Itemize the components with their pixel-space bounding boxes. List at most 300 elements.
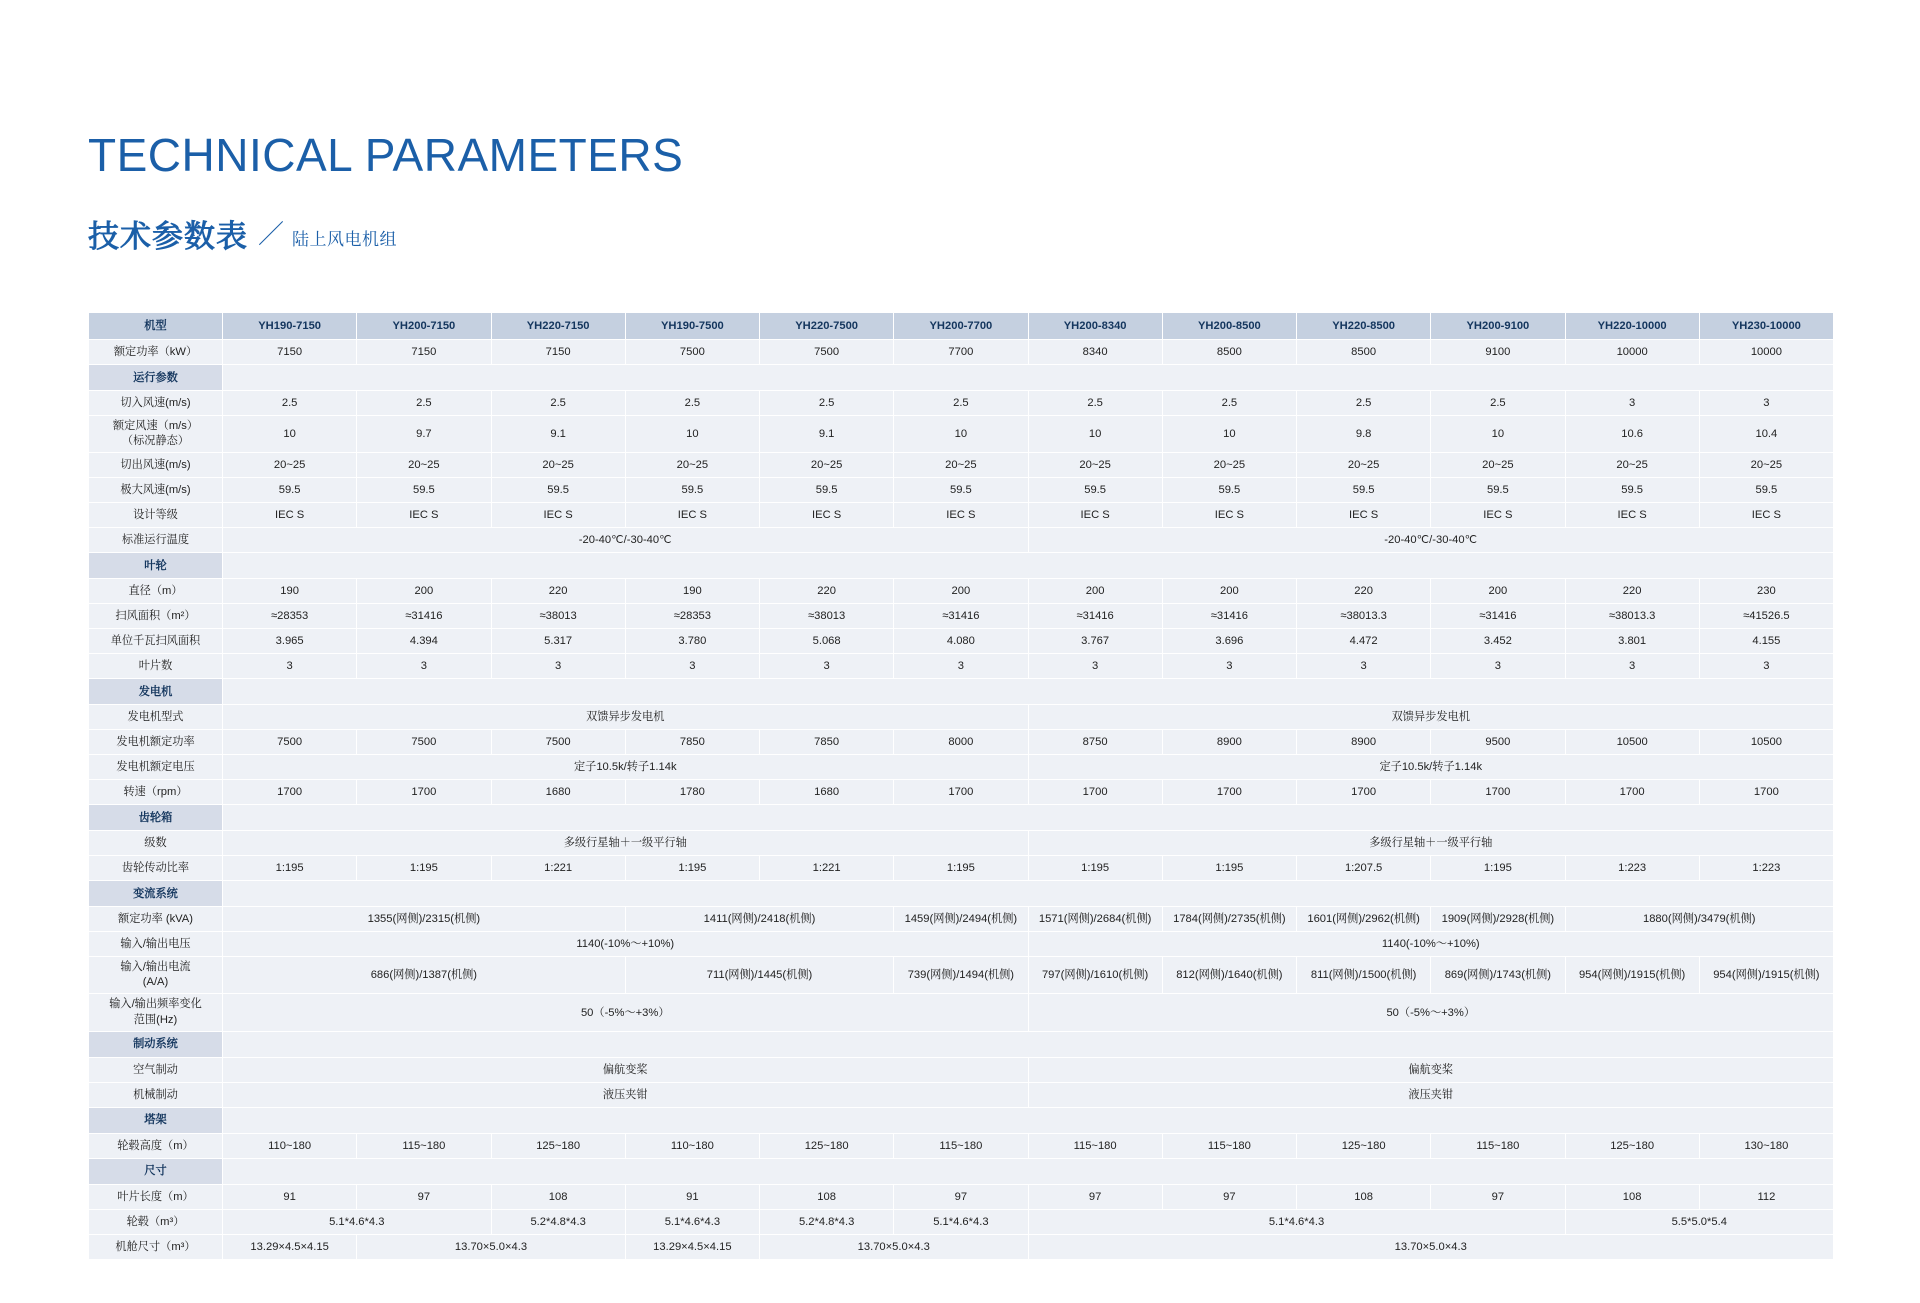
value-cell: 125~180 — [491, 1133, 625, 1158]
value-cell: 20~25 — [1028, 453, 1162, 478]
value-cell: 59.5 — [357, 478, 491, 503]
value-cell: 10500 — [1565, 730, 1699, 755]
value-cell: 1780 — [625, 780, 759, 805]
value-cell: 811(网侧)/1500(机侧) — [1297, 957, 1431, 994]
section-fill-cell — [223, 1107, 1834, 1133]
value-cell: 定子10.5k/转子1.14k — [223, 755, 1029, 780]
value-cell: 4.394 — [357, 629, 491, 654]
value-cell: 2.5 — [760, 391, 894, 416]
value-cell: 91 — [625, 1184, 759, 1209]
value-cell: 20~25 — [760, 453, 894, 478]
value-cell: -20-40℃/-30-40℃ — [1028, 528, 1834, 553]
value-cell: 10 — [625, 416, 759, 453]
value-cell: 3 — [1699, 391, 1833, 416]
row-label-cell: 机械制动 — [89, 1082, 223, 1107]
table-section-row — [89, 679, 1834, 705]
value-cell: 10 — [1162, 416, 1296, 453]
value-cell: 97 — [1162, 1184, 1296, 1209]
header-model-cell: YH220-8500 — [1297, 313, 1431, 340]
value-cell: 59.5 — [1431, 478, 1565, 503]
section-label-cell: 叶轮 — [89, 553, 223, 579]
value-cell: 8900 — [1162, 730, 1296, 755]
value-cell: 130~180 — [1699, 1133, 1833, 1158]
row-label-cell: 级数 — [89, 831, 223, 856]
value-cell: 7500 — [223, 730, 357, 755]
value-cell: 1700 — [1162, 780, 1296, 805]
row-label-cell: 输入/输出电压 — [89, 932, 223, 957]
value-cell: ≈28353 — [625, 604, 759, 629]
value-cell: 7500 — [491, 730, 625, 755]
table-row — [89, 1057, 1834, 1082]
value-cell: 110~180 — [625, 1133, 759, 1158]
value-cell: 1680 — [491, 780, 625, 805]
header-model-cell: YH230-10000 — [1699, 313, 1833, 340]
value-cell: 多级行星轴＋一级平行轴 — [1028, 831, 1834, 856]
section-label-cell: 发电机 — [89, 679, 223, 705]
header-model-cell: YH220-10000 — [1565, 313, 1699, 340]
value-cell: ≈31416 — [1431, 604, 1565, 629]
table-row — [89, 1133, 1834, 1158]
value-cell: 20~25 — [1431, 453, 1565, 478]
value-cell: 1:207.5 — [1297, 856, 1431, 881]
row-label-cell: 切出风速(m/s) — [89, 453, 223, 478]
value-cell: 3 — [491, 654, 625, 679]
header-model-cell: YH220-7150 — [491, 313, 625, 340]
value-cell: 200 — [1162, 579, 1296, 604]
value-cell: 20~25 — [491, 453, 625, 478]
header-model-cell: YH190-7500 — [625, 313, 759, 340]
value-cell: 2.5 — [1431, 391, 1565, 416]
section-label-cell: 制动系统 — [89, 1031, 223, 1057]
value-cell: 2.5 — [1297, 391, 1431, 416]
table-row — [89, 755, 1834, 780]
header-label-cell: 机型 — [89, 313, 223, 340]
value-cell: 7500 — [625, 340, 759, 365]
value-cell: ≈38013.3 — [1565, 604, 1699, 629]
value-cell: 1700 — [1565, 780, 1699, 805]
value-cell: 3 — [760, 654, 894, 679]
row-label-cell: 极大风速(m/s) — [89, 478, 223, 503]
table-section-row — [89, 881, 1834, 907]
value-cell: 7500 — [760, 340, 894, 365]
value-cell: 59.5 — [223, 478, 357, 503]
table-row — [89, 604, 1834, 629]
value-cell: 108 — [491, 1184, 625, 1209]
value-cell: 9.7 — [357, 416, 491, 453]
section-fill-cell — [223, 1158, 1834, 1184]
value-cell: 50（-5%～+3%） — [223, 994, 1029, 1031]
value-cell: -20-40℃/-30-40℃ — [223, 528, 1029, 553]
row-label-cell: 发电机额定电压 — [89, 755, 223, 780]
value-cell: 4.472 — [1297, 629, 1431, 654]
value-cell: 8500 — [1297, 340, 1431, 365]
value-cell: 5.317 — [491, 629, 625, 654]
section-fill-cell — [223, 679, 1834, 705]
value-cell: 190 — [223, 579, 357, 604]
value-cell: 20~25 — [357, 453, 491, 478]
value-cell: 偏航变桨 — [1028, 1057, 1834, 1082]
value-cell: ≈31416 — [1162, 604, 1296, 629]
value-cell: 1:195 — [1431, 856, 1565, 881]
value-cell: 125~180 — [1565, 1133, 1699, 1158]
value-cell: 59.5 — [1162, 478, 1296, 503]
row-label-cell: 扫风面积（m²） — [89, 604, 223, 629]
value-cell: 10 — [1431, 416, 1565, 453]
section-fill-cell — [223, 881, 1834, 907]
header-model-cell: YH220-7500 — [760, 313, 894, 340]
value-cell: 220 — [760, 579, 894, 604]
value-cell: 190 — [625, 579, 759, 604]
value-cell: 230 — [1699, 579, 1833, 604]
value-cell: 9.1 — [760, 416, 894, 453]
value-cell: IEC S — [223, 503, 357, 528]
value-cell: 7150 — [357, 340, 491, 365]
table-row — [89, 340, 1834, 365]
value-cell: 115~180 — [894, 1133, 1028, 1158]
value-cell: IEC S — [760, 503, 894, 528]
row-label-cell: 设计等级 — [89, 503, 223, 528]
header-model-cell: YH200-7150 — [357, 313, 491, 340]
value-cell: IEC S — [357, 503, 491, 528]
value-cell: 954(网侧)/1915(机侧) — [1699, 957, 1833, 994]
page-subtitle: 陆上风电机组 — [292, 230, 398, 249]
value-cell: 1140(-10%～+10%) — [1028, 932, 1834, 957]
value-cell: 13.29×4.5×4.15 — [223, 1234, 357, 1259]
value-cell: ≈41526.5 — [1699, 604, 1833, 629]
value-cell: 97 — [1028, 1184, 1162, 1209]
value-cell: 115~180 — [1028, 1133, 1162, 1158]
value-cell: 1700 — [357, 780, 491, 805]
value-cell: 10 — [223, 416, 357, 453]
value-cell: 2.5 — [1028, 391, 1162, 416]
value-cell: 739(网侧)/1494(机侧) — [894, 957, 1028, 994]
value-cell: 2.5 — [491, 391, 625, 416]
value-cell: IEC S — [894, 503, 1028, 528]
value-cell: 偏航变桨 — [223, 1057, 1029, 1082]
value-cell: 869(网侧)/1743(机侧) — [1431, 957, 1565, 994]
header-model-cell: YH200-9100 — [1431, 313, 1565, 340]
value-cell: 8900 — [1297, 730, 1431, 755]
value-cell: 13.70×5.0×4.3 — [760, 1234, 1029, 1259]
row-label-cell: 额定功率（kW） — [89, 340, 223, 365]
table-row — [89, 629, 1834, 654]
row-label-cell: 轮毂（m³） — [89, 1209, 223, 1234]
table-header-row — [89, 313, 1834, 340]
value-cell: 3 — [1565, 654, 1699, 679]
value-cell: ≈38013 — [760, 604, 894, 629]
table-row — [89, 957, 1834, 994]
value-cell: 7150 — [491, 340, 625, 365]
value-cell: 7500 — [357, 730, 491, 755]
value-cell: 多级行星轴＋一级平行轴 — [223, 831, 1029, 856]
value-cell: 10.6 — [1565, 416, 1699, 453]
value-cell: 220 — [1565, 579, 1699, 604]
value-cell: 200 — [357, 579, 491, 604]
value-cell: 3 — [1162, 654, 1296, 679]
title-separator: ／ — [258, 219, 285, 249]
value-cell: IEC S — [1028, 503, 1162, 528]
value-cell: 1700 — [1028, 780, 1162, 805]
table-row — [89, 1082, 1834, 1107]
value-cell: 10 — [1028, 416, 1162, 453]
table-row — [89, 780, 1834, 805]
value-cell: 97 — [1431, 1184, 1565, 1209]
row-label-cell: 叶片长度（m） — [89, 1184, 223, 1209]
value-cell: 115~180 — [1431, 1133, 1565, 1158]
table-row — [89, 907, 1834, 932]
value-cell: 7850 — [760, 730, 894, 755]
value-cell: 125~180 — [1297, 1133, 1431, 1158]
value-cell: 3.965 — [223, 629, 357, 654]
value-cell: 59.5 — [1028, 478, 1162, 503]
value-cell: 3 — [1565, 391, 1699, 416]
row-label-cell: 直径（m） — [89, 579, 223, 604]
row-label-cell: 轮毂高度（m） — [89, 1133, 223, 1158]
value-cell: 3 — [223, 654, 357, 679]
value-cell: 定子10.5k/转子1.14k — [1028, 755, 1834, 780]
value-cell: 7850 — [625, 730, 759, 755]
value-cell: 1:223 — [1699, 856, 1833, 881]
value-cell: 1459(网侧)/2494(机侧) — [894, 907, 1028, 932]
value-cell: 1700 — [1699, 780, 1833, 805]
value-cell: 97 — [357, 1184, 491, 1209]
table-row — [89, 994, 1834, 1031]
value-cell: 1:221 — [491, 856, 625, 881]
value-cell: 1700 — [894, 780, 1028, 805]
value-cell: 711(网侧)/1445(机侧) — [625, 957, 894, 994]
value-cell: 50（-5%～+3%） — [1028, 994, 1834, 1031]
value-cell: 3 — [625, 654, 759, 679]
row-label-cell: 机舱尺寸（m³） — [89, 1234, 223, 1259]
value-cell: 9.8 — [1297, 416, 1431, 453]
value-cell: ≈38013.3 — [1297, 604, 1431, 629]
value-cell: 20~25 — [1162, 453, 1296, 478]
value-cell: 液压夹钳 — [223, 1082, 1029, 1107]
value-cell: 20~25 — [1565, 453, 1699, 478]
value-cell: ≈28353 — [223, 604, 357, 629]
value-cell: 10 — [894, 416, 1028, 453]
table-row — [89, 654, 1834, 679]
table-row — [89, 730, 1834, 755]
value-cell: 797(网侧)/1610(机侧) — [1028, 957, 1162, 994]
value-cell: 1:195 — [625, 856, 759, 881]
value-cell: ≈31416 — [894, 604, 1028, 629]
value-cell: 3 — [357, 654, 491, 679]
value-cell: IEC S — [1699, 503, 1833, 528]
value-cell: 3 — [1297, 654, 1431, 679]
value-cell: 3.801 — [1565, 629, 1699, 654]
table-row — [89, 1209, 1834, 1234]
section-label-cell: 尺寸 — [89, 1158, 223, 1184]
value-cell: 9500 — [1431, 730, 1565, 755]
value-cell: 97 — [894, 1184, 1028, 1209]
section-fill-cell — [223, 553, 1834, 579]
value-cell: 1784(网侧)/2735(机侧) — [1162, 907, 1296, 932]
value-cell: 1:223 — [1565, 856, 1699, 881]
table-row — [89, 1234, 1834, 1259]
row-label-cell: 切入风速(m/s) — [89, 391, 223, 416]
value-cell: 20~25 — [223, 453, 357, 478]
row-label-cell: 发电机额定功率 — [89, 730, 223, 755]
value-cell: 108 — [1565, 1184, 1699, 1209]
value-cell: 1:221 — [760, 856, 894, 881]
value-cell: 3.452 — [1431, 629, 1565, 654]
value-cell: 1909(网侧)/2928(机侧) — [1431, 907, 1565, 932]
value-cell: 110~180 — [223, 1133, 357, 1158]
value-cell: 20~25 — [1297, 453, 1431, 478]
value-cell: 双馈异步发电机 — [1028, 705, 1834, 730]
value-cell: 5.5*5.0*5.4 — [1565, 1209, 1834, 1234]
value-cell: 1:195 — [357, 856, 491, 881]
value-cell: IEC S — [1162, 503, 1296, 528]
value-cell: 10000 — [1565, 340, 1699, 365]
value-cell: 8000 — [894, 730, 1028, 755]
table-section-row — [89, 805, 1834, 831]
row-label-cell: 齿轮传动比率 — [89, 856, 223, 881]
section-label-cell: 齿轮箱 — [89, 805, 223, 831]
section-fill-cell — [223, 805, 1834, 831]
value-cell: 1:195 — [1162, 856, 1296, 881]
value-cell: 812(网侧)/1640(机侧) — [1162, 957, 1296, 994]
row-label-cell: 单位千瓦扫风面积 — [89, 629, 223, 654]
value-cell: 3.767 — [1028, 629, 1162, 654]
value-cell: 双馈异步发电机 — [223, 705, 1029, 730]
row-label-cell: 发电机型式 — [89, 705, 223, 730]
value-cell: 954(网侧)/1915(机侧) — [1565, 957, 1699, 994]
value-cell: 3.696 — [1162, 629, 1296, 654]
value-cell: 125~180 — [760, 1133, 894, 1158]
value-cell: 1140(-10%～+10%) — [223, 932, 1029, 957]
value-cell: 5.1*4.6*4.3 — [1028, 1209, 1565, 1234]
row-label-cell: 输入/输出频率变化 范围(Hz) — [89, 994, 223, 1031]
value-cell: 108 — [760, 1184, 894, 1209]
value-cell: 2.5 — [625, 391, 759, 416]
table-row — [89, 831, 1834, 856]
value-cell: 4.080 — [894, 629, 1028, 654]
page-title-chinese: 技术参数表 — [88, 219, 248, 254]
value-cell: IEC S — [1431, 503, 1565, 528]
table-row — [89, 391, 1834, 416]
value-cell: 8750 — [1028, 730, 1162, 755]
value-cell: IEC S — [491, 503, 625, 528]
header-model-cell: YH200-7700 — [894, 313, 1028, 340]
value-cell: 2.5 — [1162, 391, 1296, 416]
row-label-cell: 额定功率 (kVA) — [89, 907, 223, 932]
page-title-english: TECHNICAL PARAMETERS — [88, 129, 684, 181]
value-cell: 1880(网侧)/3479(机侧) — [1565, 907, 1834, 932]
value-cell: 5.1*4.6*4.3 — [223, 1209, 492, 1234]
value-cell: 1:195 — [1028, 856, 1162, 881]
header-model-cell: YH200-8500 — [1162, 313, 1296, 340]
row-label-cell: 叶片数 — [89, 654, 223, 679]
value-cell: 59.5 — [1699, 478, 1833, 503]
value-cell: 液压夹钳 — [1028, 1082, 1834, 1107]
value-cell: 112 — [1699, 1184, 1833, 1209]
table-section-row — [89, 553, 1834, 579]
value-cell: 1355(网侧)/2315(机侧) — [223, 907, 626, 932]
value-cell: 1571(网侧)/2684(机侧) — [1028, 907, 1162, 932]
section-label-cell: 运行参数 — [89, 365, 223, 391]
value-cell: ≈38013 — [491, 604, 625, 629]
value-cell: ≈31416 — [1028, 604, 1162, 629]
value-cell: 1601(网侧)/2962(机侧) — [1297, 907, 1431, 932]
value-cell: ≈31416 — [357, 604, 491, 629]
value-cell: 20~25 — [625, 453, 759, 478]
table-row — [89, 705, 1834, 730]
table-row — [89, 1184, 1834, 1209]
section-fill-cell — [223, 365, 1834, 391]
value-cell: 7150 — [223, 340, 357, 365]
value-cell: 2.5 — [223, 391, 357, 416]
value-cell: IEC S — [1297, 503, 1431, 528]
value-cell: 3.780 — [625, 629, 759, 654]
value-cell: 10000 — [1699, 340, 1833, 365]
value-cell: 59.5 — [625, 478, 759, 503]
value-cell: 5.1*4.6*4.3 — [625, 1209, 759, 1234]
value-cell: 59.5 — [491, 478, 625, 503]
value-cell: 115~180 — [357, 1133, 491, 1158]
value-cell: 8340 — [1028, 340, 1162, 365]
section-fill-cell — [223, 1031, 1834, 1057]
value-cell: 20~25 — [1699, 453, 1833, 478]
table-row — [89, 579, 1834, 604]
page-title-chinese-row — [88, 214, 397, 252]
value-cell: 686(网侧)/1387(机侧) — [223, 957, 626, 994]
value-cell: 10500 — [1699, 730, 1833, 755]
row-label-cell: 输入/输出电流 (A/A) — [89, 957, 223, 994]
table-section-row — [89, 365, 1834, 391]
value-cell: 59.5 — [894, 478, 1028, 503]
value-cell: 1:195 — [223, 856, 357, 881]
value-cell: 5.2*4.8*4.3 — [491, 1209, 625, 1234]
value-cell: 8500 — [1162, 340, 1296, 365]
row-label-cell: 标准运行温度 — [89, 528, 223, 553]
table-section-row — [89, 1107, 1834, 1133]
value-cell: 13.70×5.0×4.3 — [357, 1234, 626, 1259]
section-label-cell: 塔架 — [89, 1107, 223, 1133]
value-cell: IEC S — [1565, 503, 1699, 528]
table-row — [89, 416, 1834, 453]
table-section-row — [89, 1158, 1834, 1184]
value-cell: 1680 — [760, 780, 894, 805]
value-cell: 1700 — [223, 780, 357, 805]
value-cell: 200 — [1028, 579, 1162, 604]
value-cell: 1700 — [1297, 780, 1431, 805]
table-row — [89, 503, 1834, 528]
row-label-cell: 额定风速（m/s） （标况静态） — [89, 416, 223, 453]
value-cell: 59.5 — [1565, 478, 1699, 503]
value-cell: 59.5 — [760, 478, 894, 503]
technical-parameters-table — [88, 312, 1834, 1260]
value-cell: 108 — [1297, 1184, 1431, 1209]
header-model-cell: YH200-8340 — [1028, 313, 1162, 340]
value-cell: 220 — [491, 579, 625, 604]
value-cell: 3 — [1699, 654, 1833, 679]
value-cell: 1700 — [1431, 780, 1565, 805]
row-label-cell: 空气制动 — [89, 1057, 223, 1082]
header-model-cell: YH190-7150 — [223, 313, 357, 340]
table-row — [89, 528, 1834, 553]
value-cell: 3 — [894, 654, 1028, 679]
value-cell: 4.155 — [1699, 629, 1833, 654]
value-cell: 10.4 — [1699, 416, 1833, 453]
value-cell: 59.5 — [1297, 478, 1431, 503]
value-cell: 7700 — [894, 340, 1028, 365]
value-cell: 1:195 — [894, 856, 1028, 881]
table-row — [89, 932, 1834, 957]
value-cell: 200 — [894, 579, 1028, 604]
row-label-cell: 转速（rpm） — [89, 780, 223, 805]
